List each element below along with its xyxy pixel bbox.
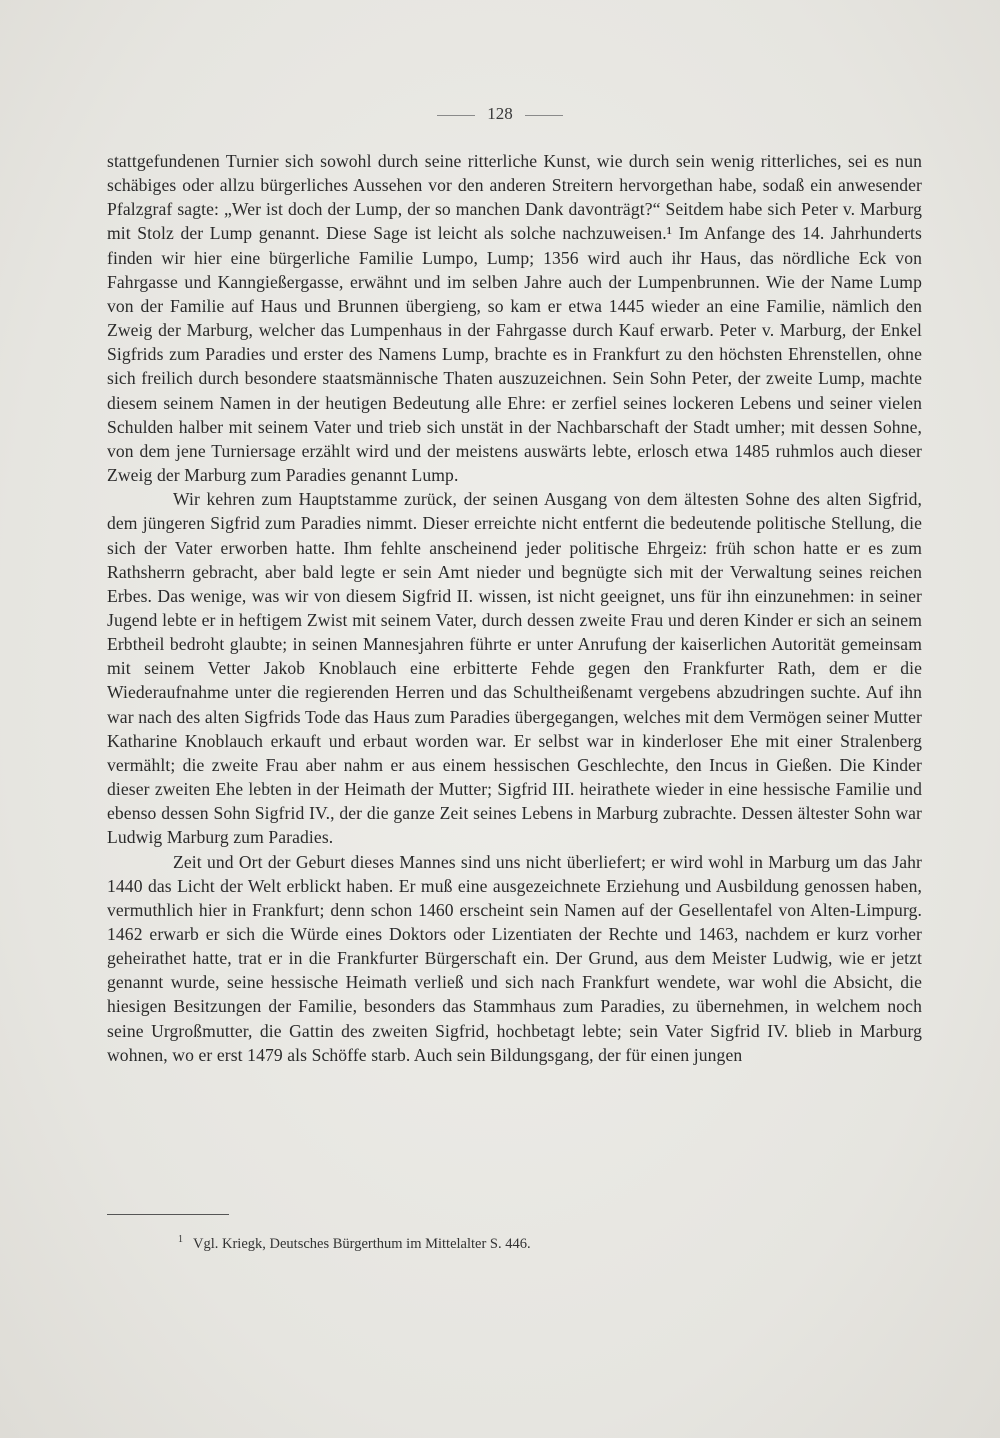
paragraph-3: Zeit und Ort der Geburt dieses Mannes sind uns nicht überliefert; er wird wohl in Marburg um das Jahr 1440 das Licht der Welt erblickt haben. Er muß eine ausgezeichnete Erziehung und Ausbildung genossen haben, vermuthlich hier in Frankfurt; denn schon 1460 erscheint sein Namen auf der Gesellentafel von Alten-Limpurg. 1462 erwarb er sich die Würde eines Doktors oder Lizentiaten der Rechte und 1463, nachdem er kurz vorher geheirathet hatte, trat er in die Frankfurter Bürgerschaft ein. Der Grund, aus dem Meister Ludwig, wie er jetzt genannt wurde, seine hessische Heimath verließ und sich nach Frankfurt wendete, war wohl die Absicht, die hiesigen Besitzungen der Familie, besonders das Stammhaus zum Paradies, zu übernehmen, in welchem noch seine Urgroßmutter, die Gattin des zweiten Sigfrid, hochbetagt lebte; sein Vater Sigfrid IV. blieb in Marburg wohnen, wo er erst 1479 als Schöffe starb. Auch sein Bildungsgang, der für einen jungen	[107, 851, 922, 1065]
header-dash-left	[437, 115, 475, 116]
footnote-divider	[107, 1214, 229, 1215]
footnote-mark: 1	[178, 1234, 183, 1245]
main-text	[107, 149, 922, 1067]
footnote-text: Vgl. Kriegk, Deutsches Bürgerthum im Mittelalter S. 446.	[193, 1235, 531, 1252]
page-number: 128	[487, 104, 513, 123]
header-dash-right	[525, 115, 563, 116]
footnote	[178, 1234, 531, 1253]
paragraph-2: Wir kehren zum Hauptstamme zurück, der seinen Ausgang von dem ältesten Sohne des alten Sigfrid, dem jüngeren Sigfrid zum Paradies nimmt. Dieser erreichte nicht entfernt die bedeutende politische Stellung, die sich der Vater erworben hatte. Ihm fehlte anscheinend jeder politische Ehrgeiz: früh schon hatte er es zum Rathsherrn gebracht, aber bald legte er sein Amt nieder und begnügte sich mit der Verwaltung seines reichen Erbes. Das wenige, was wir von diesem Sigfrid II. wissen, ist nicht geeignet, uns für ihn einzunehmen: in seiner Jugend lebte er in heftigem Zwist mit seinem Vater, durch dessen zweite Frau und deren Kinder er sich an seinem Erbtheil bedroht glaubte; in seinen Mannesjahren führte er unter Anrufung der kaiserlichen Autorität gemeinsam mit seinem Vetter Jakob Knoblauch eine erbitterte Fehde gegen den Frankfurter Rath, dem er die Wiederaufnahme unter die regierenden Herren und das Schultheißenamt vergebens abzudringen suchte. Auf ihn war nach des alten Sigfrids Tode das Haus zum Paradies übergegangen, welches mit dem Vermögen seiner Mutter Katharine Knoblauch erkauft und erbaut worden war. Er selbst war in kinderloser Ehe mit einer Stralenberg vermählt; die zweite Frau aber nahm er aus einem hessischen Geschlechte, den Incus in Gießen. Die Kinder dieser zweiten Ehe lebten in der Heimath der Mutter; Sigfrid III. heirathete wieder in eine hessische Familie und ebenso dessen Sohn Sigfrid IV., der die ganze Zeit seines Lebens in Marburg zubrachte. Dessen ältester Sohn war Ludwig Marburg zum Paradies.	[107, 489, 922, 848]
paragraph-1: stattgefundenen Turnier sich sowohl durch seine ritterliche Kunst, wie durch sein wenig ritterliches, sei es nun schäbiges oder allzu bürgerliches Aussehen vor den anderen Streitern hervorgethan habe, sodaß ein anwesender Pfalzgraf sagte: „Wer ist doch der Lump, der so manchen Dank davonträgt?“ Seitdem habe sich Peter v. Marburg mit Stolz der Lump genannt. Diese Sage ist leicht als solche nachzuweisen.¹ Im Anfange des 14. Jahrhunderts finden wir hier eine bürgerliche Familie Lumpo, Lump; 1356 wird auch ihr Haus, das nördliche Eck von Fahrgasse und Kanngießergasse, erwähnt und im selben Jahre auch der Lumpenbrunnen. Wie der Name Lump von der Familie auf Haus und Brunnen übergieng, so kam er etwa 1445 wieder an eine Familie, nämlich den Zweig der Marburg, welcher das Lumpenhaus in der Fahrgasse durch Kauf erwarb. Peter v. Marburg, der Enkel Sigfrids zum Paradies und erster des Namens Lump, brachte es in Frankfurt zu den höchsten Ehrenstellen, ohne sich freilich durch besondere staatsmännische Thaten auszuzeichnen. Sein Sohn Peter, der zweite Lump, machte diesem seinem Namen in der heutigen Bedeutung alle Ehre: er zerfiel seines lockeren Lebens und seiner vielen Schulden halber mit seinem Vater und trieb sich unstät in der Nachbarschaft der Stadt umher; mit dessen Sohne, von dem jene Turniersage erzählt wird und der meistens auswärts lebte, erlosch etwa 1485 ruhmlos auch dieser Zweig der Marburg zum Paradies genannt Lump.	[107, 151, 922, 486]
page-header	[0, 104, 1000, 124]
